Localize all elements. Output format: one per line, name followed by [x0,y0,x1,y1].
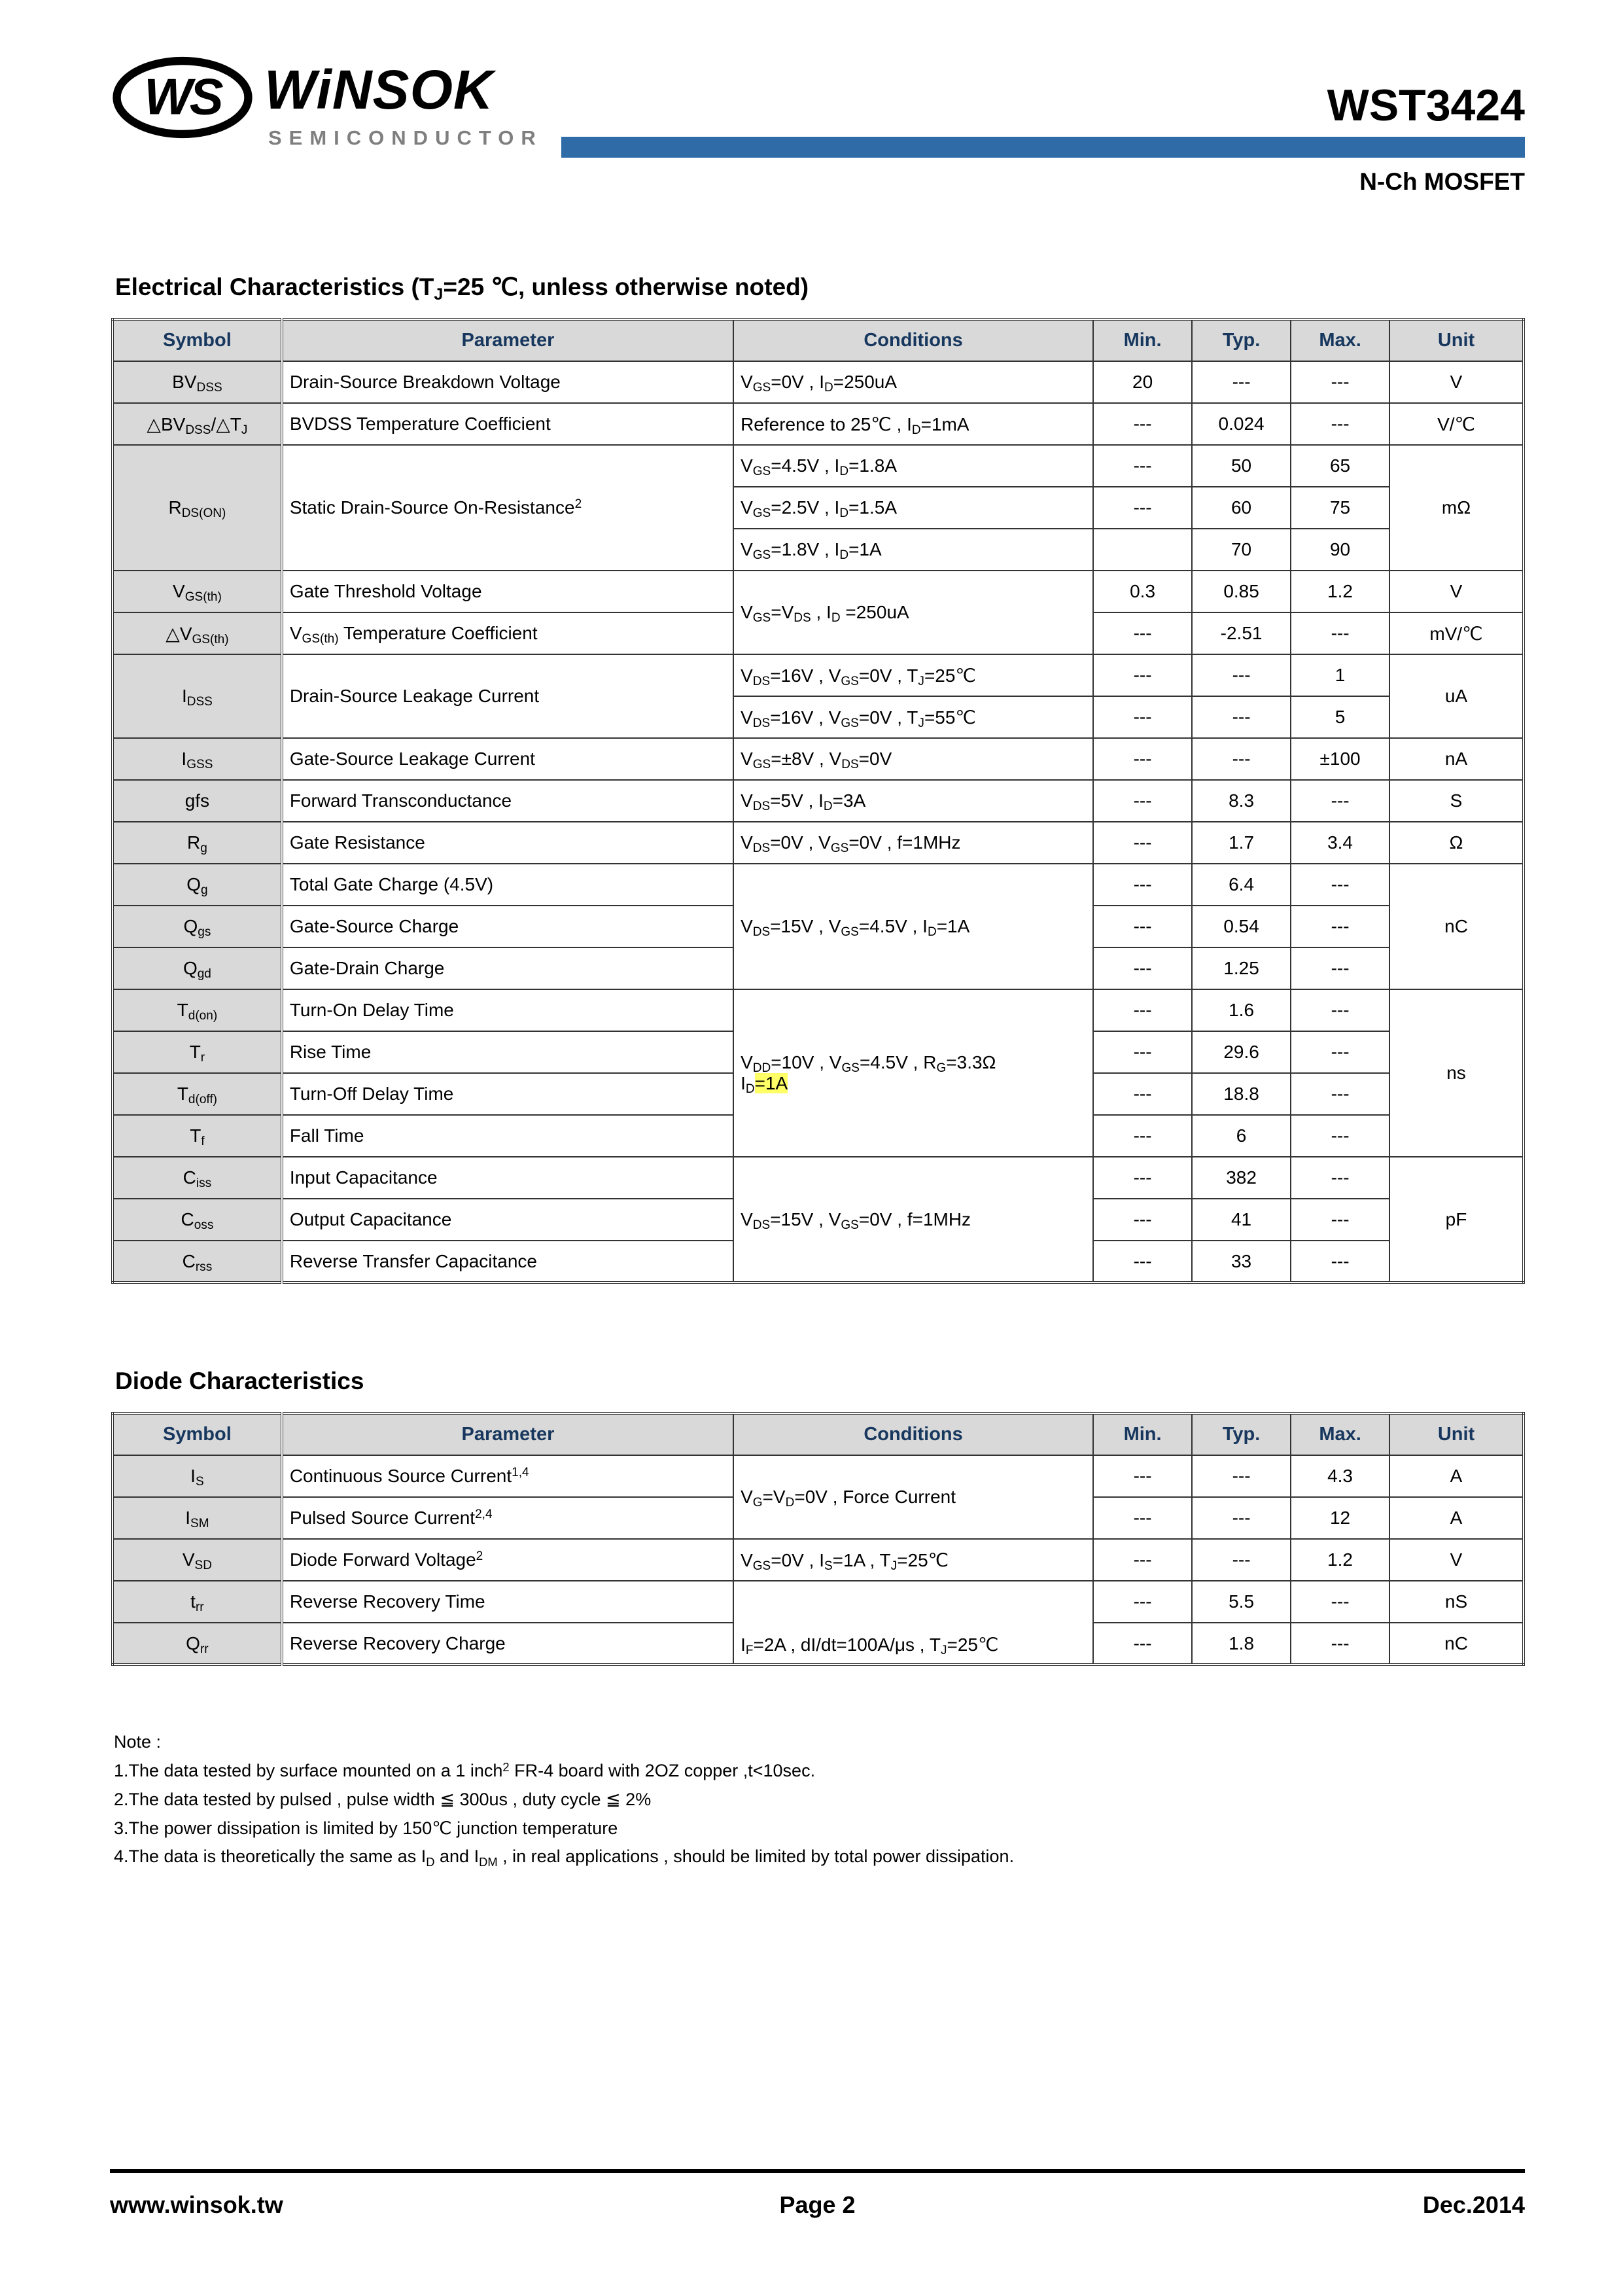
value-cell: --- [1093,487,1192,529]
value-cell: --- [1093,1455,1192,1497]
parameter-cell: Total Gate Charge (4.5V) [282,864,733,906]
table-row [113,445,1524,487]
parameter-cell: Gate-Drain Charge [282,947,733,989]
table-row [113,1581,1524,1623]
value-cell: 382 [1192,1157,1291,1199]
column-header: Conditions [733,319,1093,361]
value-cell: 50 [1192,445,1291,487]
unit-cell: nS [1389,1581,1524,1623]
table-row [113,361,1524,403]
unit-cell: mV/℃ [1389,612,1524,654]
conditions-cell: $V_{GS}=2.5V$ , $I_D=1.5A$ [733,487,1093,529]
value-cell: 6 [1192,1115,1291,1157]
parameter-cell: Gate-Source Leakage Current [282,738,733,780]
unit-cell: ns [1389,989,1524,1157]
value-cell: 1.25 [1192,947,1291,989]
symbol-cell: $BV_{DSS}$ [113,361,282,403]
diode-characteristics-title: Diode Characteristics [115,1368,364,1394]
value-cell: --- [1093,1157,1192,1199]
winsok-logo [111,56,543,150]
value-cell: --- [1291,1115,1389,1157]
parameter-cell: $V_{GS(th)}$ Temperature Coefficient [282,612,733,654]
value-cell: 4.3 [1291,1455,1389,1497]
value-cell: 33 [1192,1241,1291,1282]
value-cell: --- [1291,1157,1389,1199]
unit-cell: nC [1389,1623,1524,1665]
value-cell: 70 [1192,529,1291,571]
winsok-logo-icon [111,56,254,139]
conditions-cell: $V_{GS}=V_{DS}$ , $I_D =250uA$ [733,571,1093,654]
table-row [113,864,1524,906]
parameter-cell: Drain-Source Leakage Current [282,654,733,738]
value-cell: 1.7 [1192,822,1291,864]
footer-page-number: Page 2 [779,2191,856,2218]
value-cell: --- [1093,1073,1192,1115]
value-cell: 29.6 [1192,1031,1291,1073]
value-cell: --- [1291,864,1389,906]
value-cell: --- [1291,989,1389,1031]
symbol-cell: $C_{oss}$ [113,1199,282,1241]
symbol-cell: $T_{d(off)}$ [113,1073,282,1115]
value-cell: 3.4 [1291,822,1389,864]
value-cell: --- [1192,361,1291,403]
table-header-row [113,319,1524,361]
value-cell: 0.54 [1192,906,1291,947]
value-cell: --- [1093,864,1192,906]
value-cell: --- [1093,1623,1192,1665]
value-cell: --- [1093,1031,1192,1073]
symbol-cell: $R_g$ [113,822,282,864]
value-cell: --- [1291,612,1389,654]
unit-cell: V [1389,1539,1524,1581]
table-row [113,1157,1524,1199]
value-cell [1093,529,1192,571]
parameter-cell: Continuous Source Current$^{1,4}$ [282,1455,733,1497]
symbol-cell: $T_{d(on)}$ [113,989,282,1031]
parameter-cell: Gate Threshold Voltage [282,571,733,612]
value-cell: --- [1093,1241,1192,1282]
value-cell: --- [1192,1539,1291,1581]
parameter-cell: Fall Time [282,1115,733,1157]
value-cell: --- [1093,1581,1192,1623]
unit-cell: S [1389,780,1524,822]
value-cell: --- [1291,1581,1389,1623]
value-cell: 0.024 [1192,403,1291,445]
svg-text:WS: WS [144,69,221,126]
symbol-cell: $V_{GS(th)}$ [113,571,282,612]
parameter-cell: Forward Transconductance [282,780,733,822]
value-cell: --- [1093,696,1192,738]
conditions-cell: $V_{GS}=0V$ , $I_S=1A$ , $T_J=25℃$ [733,1539,1093,1581]
value-cell: --- [1093,1199,1192,1241]
value-cell: --- [1291,1031,1389,1073]
value-cell: --- [1291,1199,1389,1241]
conditions-cell: $V_{DS}=0V$ , $V_{GS}=0V$ , f=1MHz [733,822,1093,864]
unit-cell: nC [1389,864,1524,989]
value-cell: --- [1093,947,1192,989]
value-cell: 5.5 [1192,1581,1291,1623]
table-row [113,403,1524,445]
value-cell: --- [1291,403,1389,445]
symbol-cell: $C_{rss}$ [113,1241,282,1282]
conditions-cell: $V_{GS}=0V$ , $I_D=250uA$ [733,361,1093,403]
note-item: 4.The data is theoretically the same as $I_D$ and $I_{DM}$ , in real applications , should be limited by total power dissipation. [114,1846,1015,1869]
symbol-cell: $\triangle V_{GS(th)}$ [113,612,282,654]
symbol-cell: $V_{SD}$ [113,1539,282,1581]
parameter-cell: Turn-Off Delay Time [282,1073,733,1115]
value-cell: -2.51 [1192,612,1291,654]
value-cell: --- [1291,1073,1389,1115]
column-header: Conditions [733,1413,1093,1455]
unit-cell: mΩ [1389,445,1524,571]
value-cell: --- [1291,947,1389,989]
column-header: Max. [1291,319,1389,361]
value-cell: --- [1291,780,1389,822]
table-row [113,822,1524,864]
column-header: Symbol [113,319,282,361]
value-cell: --- [1093,403,1192,445]
table-row [113,738,1524,780]
header-accent-bar [561,137,1525,158]
symbol-cell: $Q_{gd}$ [113,947,282,989]
column-header: Parameter [282,319,733,361]
conditions-cell: $V_{DS}=5V$ , $I_D=3A$ [733,780,1093,822]
value-cell: --- [1093,654,1192,696]
value-cell: 1 [1291,654,1389,696]
parameter-cell: Reverse Recovery Time [282,1581,733,1623]
parameter-cell: Diode Forward Voltage$^2$ [282,1539,733,1581]
value-cell: --- [1093,1497,1192,1539]
value-cell: 5 [1291,696,1389,738]
parameter-cell: Input Capacitance [282,1157,733,1199]
symbol-cell: $R_{DS(ON)}$ [113,445,282,571]
value-cell: --- [1093,738,1192,780]
column-header: Symbol [113,1413,282,1455]
conditions-cell: $V_{DS}=16V$ , $V_{GS}=0V$ , $T_J=25℃$ [733,654,1093,696]
notes-label: Note : [114,1732,162,1752]
value-cell: --- [1093,445,1192,487]
column-header: Min. [1093,1413,1192,1455]
table-row [113,654,1524,696]
unit-cell: A [1389,1497,1524,1539]
value-cell: 1.2 [1291,571,1389,612]
conditions-cell: $V_{DS}=16V$ , $V_{GS}=0V$ , $T_J=55℃$ [733,696,1093,738]
parameter-cell: BVDSS Temperature Coefficient [282,403,733,445]
unit-cell: nA [1389,738,1524,780]
symbol-cell: $I_{SM}$ [113,1497,282,1539]
value-cell: --- [1093,1115,1192,1157]
symbol-cell: $C_{iss}$ [113,1157,282,1199]
symbol-cell: $I_{GSS}$ [113,738,282,780]
column-header: Unit [1389,319,1524,361]
note-item: 1.The data tested by surface mounted on a 1 inch$^2$ FR-4 board with 2OZ copper ,t<10sec. [114,1759,816,1780]
value-cell: --- [1093,906,1192,947]
value-cell: --- [1093,822,1192,864]
notes-section [114,1729,1525,1871]
part-number: WST3424 [1327,80,1525,130]
table-header-row [113,1413,1524,1455]
conditions-cell: Reference to 25℃ , $I_D=1mA$ [733,403,1093,445]
unit-cell: V [1389,361,1524,403]
conditions-cell: $I_F=2A$ , dI/dt=100A/μs , $T_J=25℃$ [733,1581,1093,1665]
device-type: N-Ch MOSFET [1359,168,1525,195]
page-footer [110,2169,1525,2219]
table-row [113,1539,1524,1581]
value-cell: 20 [1093,361,1192,403]
column-header: Min. [1093,319,1192,361]
value-cell: --- [1093,612,1192,654]
parameter-cell: Output Capacitance [282,1199,733,1241]
value-cell: --- [1192,654,1291,696]
conditions-cell: $V_{GS}=\pm 8V$ , $V_{DS}=0V$ [733,738,1093,780]
value-cell: --- [1192,738,1291,780]
conditions-cell: $V_G=V_D=0V$ , Force Current [733,1455,1093,1539]
table-row [113,989,1524,1031]
unit-cell: uA [1389,654,1524,738]
table-row [113,1455,1524,1497]
conditions-cell: $V_{DS}=15V$ , $V_{GS}=0V$ , f=1MHz [733,1157,1093,1282]
conditions-cell: $V_{DS}=15V$ , $V_{GS}=4.5V$ , $I_D=1A$ [733,864,1093,989]
parameter-cell: Reverse Recovery Charge [282,1623,733,1665]
symbol-cell: $Q_g$ [113,864,282,906]
unit-cell: A [1389,1455,1524,1497]
unit-cell: V/℃ [1389,403,1524,445]
parameter-cell: Gate Resistance [282,822,733,864]
value-cell: --- [1291,1241,1389,1282]
parameter-cell: Reverse Transfer Capacitance [282,1241,733,1282]
value-cell: 75 [1291,487,1389,529]
unit-cell: pF [1389,1157,1524,1282]
header-right [561,80,1525,196]
value-cell: 41 [1192,1199,1291,1241]
parameter-cell: Turn-On Delay Time [282,989,733,1031]
column-header: Typ. [1192,319,1291,361]
electrical-characteristics-table [111,318,1525,1284]
value-cell: 0.3 [1093,571,1192,612]
parameter-cell: Pulsed Source Current$^{2,4}$ [282,1497,733,1539]
value-cell: 1.2 [1291,1539,1389,1581]
value-cell: --- [1192,1455,1291,1497]
symbol-cell: $T_f$ [113,1115,282,1157]
symbol-cell: $Q_{gs}$ [113,906,282,947]
note-item: 3.The power dissipation is limited by 150℃ junction temperature [114,1818,618,1838]
value-cell: 1.6 [1192,989,1291,1031]
value-cell: 65 [1291,445,1389,487]
unit-cell: V [1389,571,1524,612]
value-cell: --- [1093,989,1192,1031]
value-cell: --- [1192,1497,1291,1539]
electrical-characteristics-title: Electrical Characteristics ($T_J=25$ ℃, unless otherwise noted) [115,274,809,304]
value-cell: 12 [1291,1497,1389,1539]
parameter-cell: Drain-Source Breakdown Voltage [282,361,733,403]
value-cell: --- [1093,1539,1192,1581]
brand-subtitle: SEMICONDUCTOR [268,126,543,149]
column-header: Unit [1389,1413,1524,1455]
value-cell: 1.8 [1192,1623,1291,1665]
column-header: Typ. [1192,1413,1291,1455]
conditions-cell: $V_{GS}=4.5V$ , $I_D=1.8A$ [733,445,1093,487]
value-cell: 6.4 [1192,864,1291,906]
unit-cell: Ω [1389,822,1524,864]
parameter-cell: Static Drain-Source On-Resistance$^2$ [282,445,733,571]
value-cell: 0.85 [1192,571,1291,612]
value-cell: --- [1291,1623,1389,1665]
parameter-cell: Rise Time [282,1031,733,1073]
symbol-cell: $Q_{rr}$ [113,1623,282,1665]
value-cell: ±100 [1291,738,1389,780]
table-row [113,780,1524,822]
brand-name: WiNSOK [264,59,494,120]
table-row [113,571,1524,612]
brand-text-block [264,56,543,150]
value-cell: 18.8 [1192,1073,1291,1115]
value-cell: --- [1291,906,1389,947]
value-cell: 60 [1192,487,1291,529]
value-cell: --- [1093,780,1192,822]
symbol-cell: $t_{rr}$ [113,1581,282,1623]
diode-characteristics-table [111,1412,1525,1666]
value-cell: 8.3 [1192,780,1291,822]
page-header [111,56,1525,196]
footer-date: Dec.2014 [1422,2191,1525,2218]
conditions-cell: $V_{DD}=10V$ , $V_{GS}=4.5V$ , $R_G=3.3\Omega$ $I_D=1A$ [733,989,1093,1157]
parameter-cell: Gate-Source Charge [282,906,733,947]
symbol-cell: $I_{DSS}$ [113,654,282,738]
value-cell: --- [1192,696,1291,738]
conditions-cell: $V_{GS}=1.8V$ , $I_D=1A$ [733,529,1093,571]
note-item: 2.The data tested by pulsed , pulse width ≦ 300us , duty cycle ≦ 2% [114,1789,652,1809]
symbol-cell: $\triangle BV_{DSS}/\triangle T_J$ [113,403,282,445]
symbol-cell: $T_r$ [113,1031,282,1073]
value-cell: --- [1291,361,1389,403]
value-cell: 90 [1291,529,1389,571]
footer-website: www.winsok.tw [110,2191,283,2218]
symbol-cell: gfs [113,780,282,822]
column-header: Parameter [282,1413,733,1455]
symbol-cell: $I_S$ [113,1455,282,1497]
column-header: Max. [1291,1413,1389,1455]
